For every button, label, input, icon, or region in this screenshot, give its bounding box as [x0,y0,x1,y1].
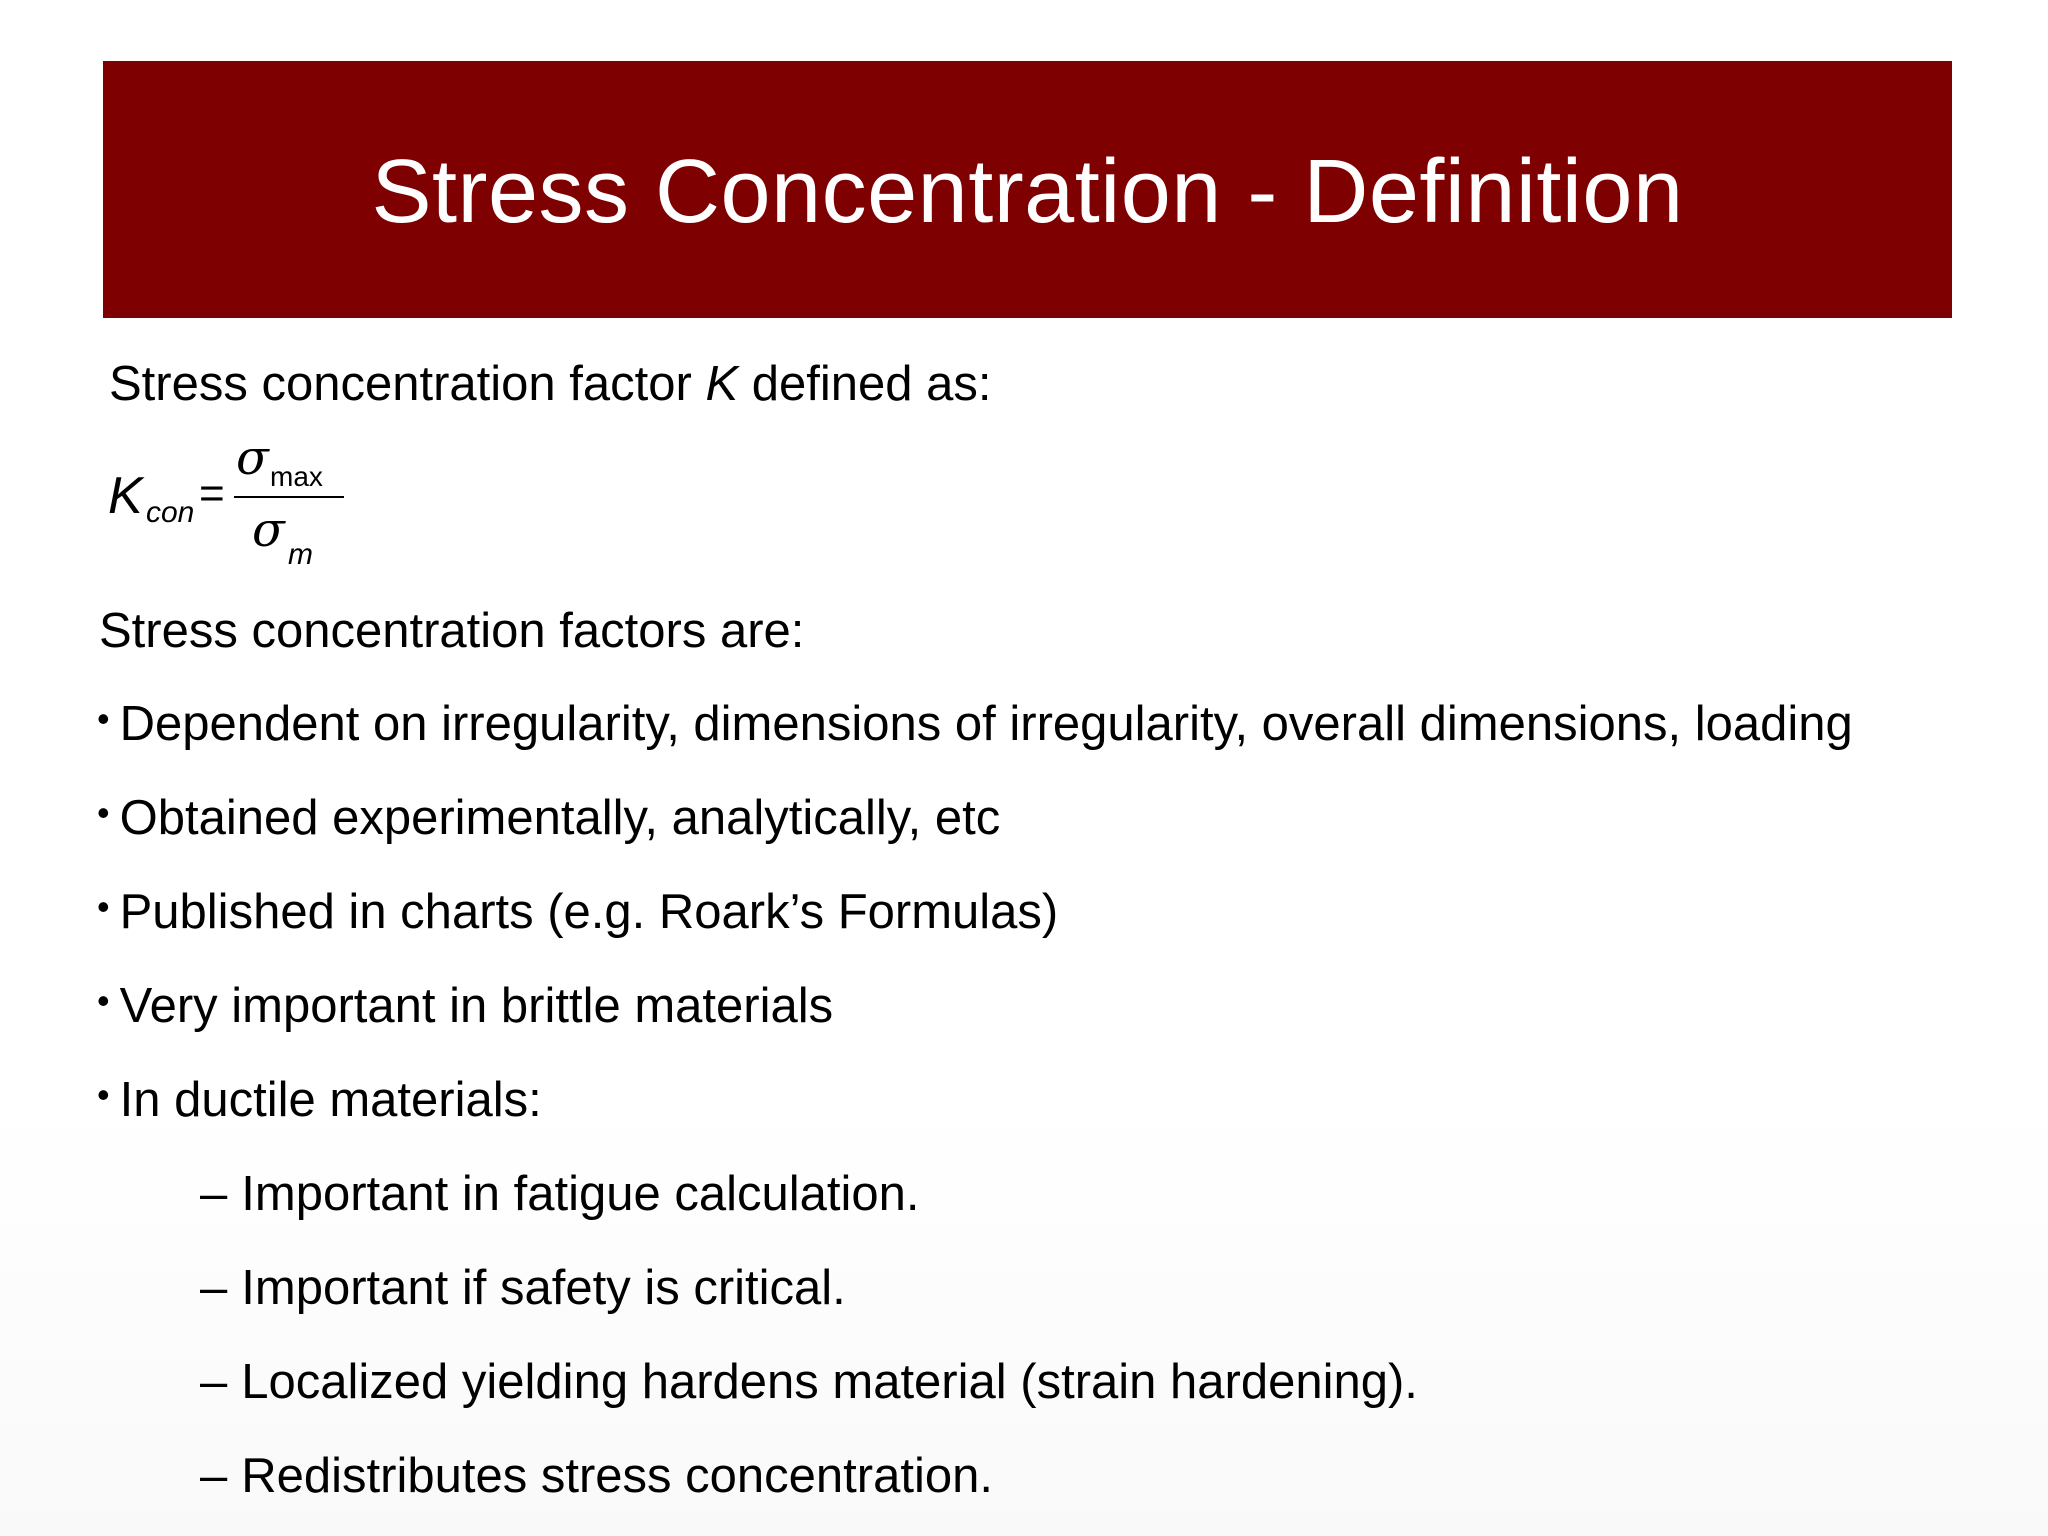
bullet-marker: • [97,698,110,739]
subheading: Stress concentration factors are: [99,604,805,658]
sub-bullet-item [200,1261,846,1315]
intro-text-before: Stress concentration factor [109,357,706,411]
sub-bullet-marker: – [200,1355,228,1409]
sub-bullet-text: Localized yielding hardens material (strain hardening). [241,1355,1418,1409]
bullet-text: In ductile materials: [119,1073,542,1127]
intro-text-after: defined as: [738,357,992,411]
formula-equals: = [199,469,225,518]
bullet-marker: • [97,980,110,1021]
bullet-text: Obtained experimentally, analytically, etc [119,791,1001,845]
bullet-item [97,979,834,1033]
bullet-text: Very important in brittle materials [119,979,834,1033]
bullet-text: Dependent on irregularity, dimensions of irregularity, overall dimensions, loading [119,697,1853,751]
sub-bullet-text: Important in fatigue calculation. [241,1167,920,1221]
intro-line [109,357,992,411]
formula-k-subscript: con [146,496,195,529]
title-bar [103,61,1952,318]
sub-bullet-marker: – [200,1167,228,1221]
formula-denominator-subscript: m [288,538,313,571]
slide-title: Stress Concentration - Definition [371,141,1684,242]
sub-bullet-item [200,1449,993,1503]
bullet-text: Published in charts (e.g. Roark’s Formulas) [119,885,1059,939]
sub-bullet-text: Redistributes stress concentration. [241,1449,993,1503]
formula-fraction-bar [234,496,344,498]
sub-bullet-item [200,1167,920,1221]
sub-bullet-item [200,1355,1418,1409]
formula-numerator-subscript: max [270,461,323,492]
bullet-item [97,1073,542,1127]
bullet-marker: • [97,886,110,927]
bullet-item [97,697,1853,751]
sub-bullet-text: Important if safety is critical. [241,1261,846,1315]
formula-k: K [108,467,143,525]
formula-numerator-sigma: σ [236,430,269,486]
stress-concentration-formula [108,430,348,571]
formula-denominator-sigma: σ [252,502,285,558]
bullet-item [97,791,1001,845]
bullet-marker: • [97,792,110,833]
sub-bullet-marker: – [200,1449,228,1503]
bullet-marker: • [97,1074,110,1115]
intro-k-symbol: K [705,357,739,411]
bullet-item [97,885,1059,939]
sub-bullet-marker: – [200,1261,228,1315]
